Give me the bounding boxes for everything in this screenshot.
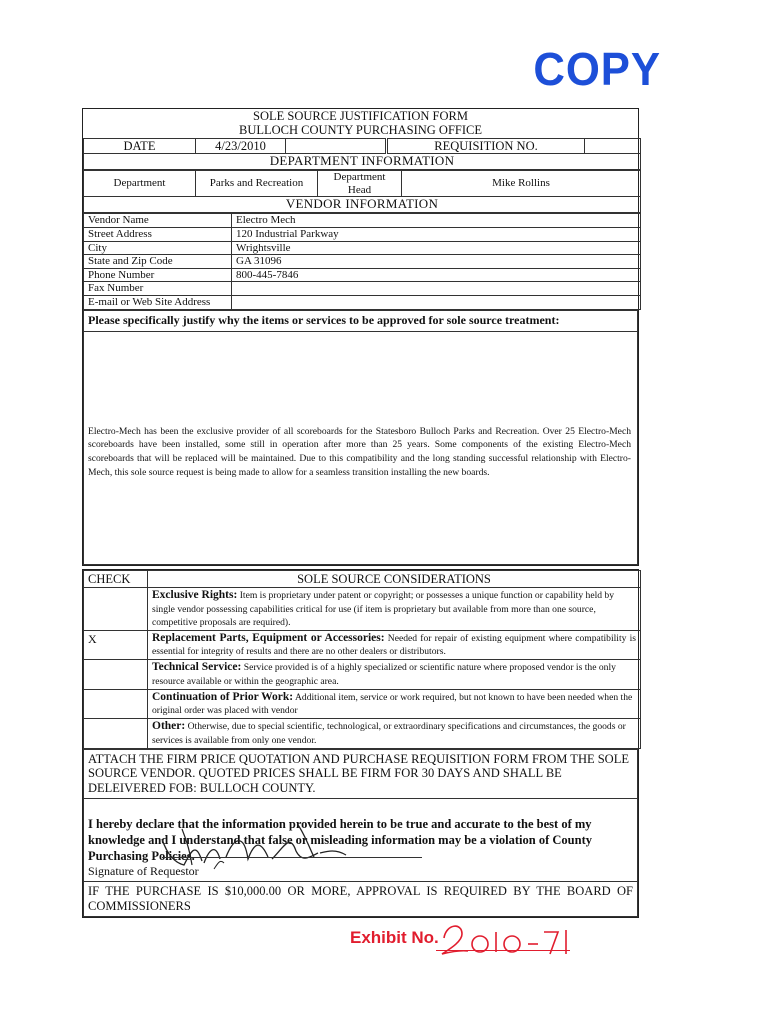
consideration-text: Additional item, service or work required, but not known to have been needed when the original order was placed with vendor (152, 691, 633, 717)
consideration-checkbox[interactable] (84, 660, 148, 689)
vendor-row (84, 268, 641, 282)
justification-box (84, 331, 638, 564)
vendor-field-value: Electro Mech (232, 214, 641, 228)
consideration-title: Other: (152, 720, 186, 733)
vendor-row (84, 255, 641, 269)
vendor-field-label: Phone Number (84, 268, 232, 282)
vendor-field-label: Vendor Name (84, 214, 232, 228)
date-value: 4/23/2010 (196, 138, 286, 153)
department-info-title: DEPARTMENT INFORMATION (84, 154, 641, 170)
vendor-info-title: VENDOR INFORMATION (84, 197, 641, 213)
declaration-box (84, 798, 638, 881)
vendor-field-value (232, 282, 641, 296)
consideration-text: Service provided is of a highly specialized or scientific nature where proposed vendor is the only resource available or within the geographic area. (152, 662, 616, 687)
justification-text: Electro-Mech has been the exclusive provider of all scoreboards for the Statesboro Bulloch Parks and Recreation. Over 25 Electro-Mech scoreboards have been installed, some still in operation after more than 25 years. Some components of the existing Electro-Mech scoreboards that will be replaced will be maintained. Due to this compatibility and the long standing successful relationship with Electro-Mech, this sole source request is being made to allow for a seamless transition installing the new boards. (88, 425, 631, 479)
department-value: Parks and Recreation (196, 171, 318, 197)
declaration-text: I hereby declare that the information provided herein to be true and accurate to the best of my knowledge and I understand that false or misleading information may be a violation of County Purchasing Policies. (88, 816, 592, 863)
consideration-text: Otherwise, due to special scientific, technological, or extraordinary specifications and circumstances, the goods or services is available from only one vendor. (152, 721, 626, 746)
copy-stamp: COPY (533, 43, 662, 95)
exhibit-number-handwritten (438, 920, 578, 960)
form-title: SOLE SOURCE JUSTIFICATION FORM (253, 109, 468, 123)
vendor-field-label: E-mail or Web Site Address (84, 296, 232, 310)
vendor-field-value: 120 Industrial Parkway (232, 227, 641, 241)
vendor-field-value (232, 296, 641, 310)
check-header: CHECK (84, 570, 148, 588)
department-head-value: Mike Rollins (402, 171, 641, 197)
vendor-field-value: 800-445-7846 (232, 268, 641, 282)
form-header-block (82, 108, 639, 566)
vendor-row (84, 241, 641, 255)
vendor-field-label: Street Address (84, 227, 232, 241)
considerations-header: SOLE SOURCE CONSIDERATIONS (148, 570, 641, 588)
consideration-text: Item is proprietary under patent or copyright; or possesses a unique function or capability held by single vendor possessing capabilities critical for use (if item is proprietary but available from more than one source, competitive proposals are required). (152, 590, 615, 628)
consideration-row (84, 588, 641, 630)
vendor-table (83, 213, 641, 309)
consideration-title: Replacement Parts, Equipment or Accessories: (152, 631, 385, 644)
consideration-title: Exclusive Rights: (152, 589, 238, 602)
vendor-row (84, 214, 641, 228)
requisition-value (585, 138, 641, 153)
approval-notice: IF THE PURCHASE IS $10,000.00 OR MORE, APPROVAL IS REQUIRED BY THE BOARD OF COMMISSIONERS (84, 881, 638, 916)
requisition-label: REQUISITION NO. (387, 138, 585, 153)
consideration-title: Continuation of Prior Work: (152, 690, 294, 703)
attach-instructions: ATTACH THE FIRM PRICE QUOTATION AND PURCHASE REQUISITION FORM FROM THE SOLE SOURCE VENDOR. QUOTED PRICES SHALL BE FIRM FOR 30 DAYS AND SHALL BE DELEIVERED FOB: BULLOCH COUNTY. (84, 749, 638, 798)
consideration-title: Technical Service: (152, 661, 242, 674)
signature-label: Signature of Requestor (88, 863, 199, 878)
department-head-label: Department Head (318, 171, 402, 197)
vendor-field-label: Fax Number (84, 282, 232, 296)
signature-line (162, 857, 422, 858)
consideration-checkbox[interactable] (84, 588, 148, 630)
consideration-row (84, 719, 641, 748)
vendor-field-label: State and Zip Code (84, 255, 232, 269)
consideration-checkbox[interactable] (84, 719, 148, 748)
consideration-checkbox[interactable] (84, 689, 148, 718)
justification-prompt: Please specifically justify why the items or services to be approved for sole source treatment: (84, 310, 638, 331)
vendor-field-value: GA 31096 (232, 255, 641, 269)
consideration-checkbox[interactable]: X (84, 630, 148, 659)
vendor-field-label: City (84, 241, 232, 255)
consideration-row (84, 689, 641, 718)
consideration-text: Needed for repair of existing equipment where compatibility is essential for integrity of results and there are no other dealers or distributors. (152, 632, 636, 658)
considerations-table (83, 570, 641, 749)
exhibit-label: Exhibit No. (350, 928, 439, 947)
vendor-row (84, 282, 641, 296)
consideration-row (84, 660, 641, 689)
vendor-row (84, 227, 641, 241)
consideration-row (84, 630, 641, 659)
sole-source-form (82, 108, 639, 918)
vendor-field-value: Wrightsville (232, 241, 641, 255)
vendor-row (84, 296, 641, 310)
considerations-block (82, 569, 639, 918)
date-label: DATE (84, 138, 196, 153)
department-label: Department (84, 171, 196, 197)
form-office: BULLOCH COUNTY PURCHASING OFFICE (239, 123, 482, 138)
